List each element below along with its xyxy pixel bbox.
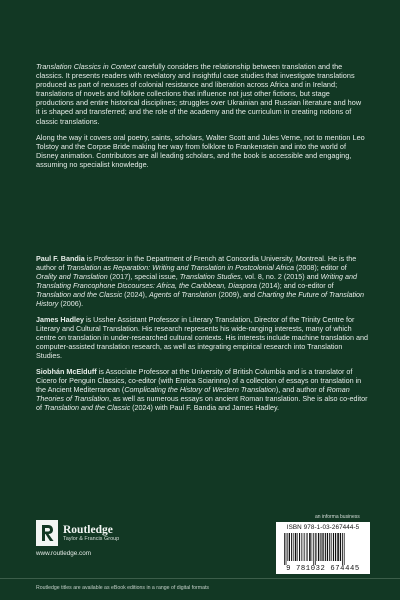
publisher-url[interactable]: www.routledge.com — [36, 550, 91, 557]
barcode-bar — [344, 533, 345, 565]
barcode-bar — [284, 533, 285, 565]
bio-text: is Ussher Assistant Professor in Literary Translation, Director of the Trinity Centre for Literary and Cultural Translation. His research represents his wide-ranging interests, many of which centre on translation in under-researched cultural contexts. His interests include machine translation and computer-assisted translation research, as well as integrating empirical research into Translation Studies. — [36, 315, 369, 360]
barcode-bar — [301, 533, 302, 561]
work-title: Writing and Translating Francophone Discourses: Africa, the Caribbean, Diaspora — [36, 272, 357, 290]
work-title: Charting the Future of Translation History — [36, 290, 365, 308]
author-name: James Hadley — [36, 315, 84, 324]
work-title: Translation as Reparation: Writing and Translation in Postcolonial Africa — [66, 263, 294, 272]
routledge-logo-icon — [36, 520, 58, 546]
bio-text: , vol. 8, no. 2 (2015) and — [240, 272, 321, 281]
isbn-barcode — [276, 522, 370, 574]
author-name: Paul F. Bandia — [36, 254, 85, 263]
publisher-name: Routledge — [63, 523, 113, 536]
barcode-bar — [340, 533, 341, 561]
barcode-bar — [320, 533, 321, 561]
bio-text: (2024), — [122, 290, 149, 299]
footer-divider — [0, 578, 400, 579]
barcode-bar — [317, 533, 318, 561]
work-title: Roman Theories of Translation — [36, 385, 350, 403]
bio-text: is Associate Professor at the University of British Columbia and is a translator of Cicero for Penguin Classics, co-editor (with Enrica Sciarinno) of a collection of essays on translation in the Ancient Mediterranean ( — [36, 367, 362, 394]
publisher-logo — [36, 520, 119, 546]
book-title: Translation Classics in Context — [36, 62, 136, 71]
barcode-bar — [318, 533, 319, 561]
bio-text: (2008); editor of — [293, 263, 347, 272]
author-name: Siobhán McElduff — [36, 367, 97, 376]
barcode-bar — [335, 533, 336, 561]
barcode-bar — [333, 533, 334, 561]
barcode-bar — [331, 533, 332, 561]
barcode-bar — [312, 533, 313, 561]
barcode-bar — [304, 533, 305, 561]
barcode-bar — [337, 533, 339, 561]
barcode-bar — [287, 533, 288, 561]
barcode-bar — [309, 533, 311, 561]
bio-text: (2006). — [58, 299, 84, 308]
barcode-bar — [293, 533, 294, 561]
barcode-bar — [307, 533, 308, 561]
author-bio — [36, 254, 368, 308]
blurb — [36, 62, 366, 176]
bio-text: ), and author of — [275, 385, 327, 394]
blurb-paragraph-1 — [36, 62, 366, 126]
barcode-bar — [291, 533, 292, 561]
work-title: Translation and the Classic — [36, 290, 123, 299]
bio-text: (2014); and co-editor of — [256, 281, 334, 290]
barcode-bar — [299, 533, 300, 561]
barcode-bar — [295, 533, 297, 561]
barcode-bar — [297, 533, 298, 561]
blurb-text-1: carefully considers the relationship between translation and the classics. It presents readers with revelatory and insightful case studies that investigate translations produced as part of nexuses of colonial resistance and liberation across Africa and in Ireland; translations of novels and folklore collections that influence not just other fictions, but stage productions and entire historical disciplines; struggles over Ukrainian and Russian literature and how it is shaped and transferred; and the role of the academy and the curriculum in creating notions of classic translations. — [36, 62, 362, 126]
author-bio — [36, 367, 368, 412]
barcode-bar — [325, 533, 326, 561]
ebook-note: Routledge titles are available as eBook editions in a range of digital formats — [36, 585, 210, 591]
work-title: Agents of Translation — [148, 290, 217, 299]
work-title: Orality and Translation — [36, 272, 108, 281]
bio-text: (2009), and — [216, 290, 258, 299]
work-title: Complicating the History of Western Translation — [124, 385, 276, 394]
bio-text: (2024) with Paul F. Bandia and James Hadley. — [130, 403, 280, 412]
barcode-bar — [303, 533, 304, 561]
bio-text: is Professor in the Department of French at Concordia University, Montreal. He is the author of — [36, 254, 357, 272]
bio-text: , as well as numerous essays on ancient Roman translation. She is also co-editor of — [36, 394, 368, 412]
bio-text: (2017), special issue, — [107, 272, 180, 281]
barcode-bar — [313, 533, 314, 565]
work-title: Translation and the Classic — [44, 403, 131, 412]
publisher-subtitle: Taylor & Francis Group — [63, 535, 120, 542]
barcode-bar — [315, 533, 316, 565]
barcode-bar — [329, 533, 330, 561]
barcode-bar — [289, 533, 290, 561]
barcode-bar — [286, 533, 287, 565]
isbn-label: ISBN 978-1-03-267444-5 — [286, 524, 360, 531]
author-bio — [36, 315, 368, 360]
work-title: Translation Studies — [179, 272, 241, 281]
blurb-paragraph-2: Along the way it covers oral poetry, saints, scholars, Walter Scott and Jules Verne, not to mention Leo Tolstoy and the Corpse Bride making her way from folklore to Frankenstein and into the world of Disney animation. Contributors are all leading scholars, and the book is accessible and engaging, assuming no specialist knowledge. — [36, 132, 365, 169]
barcode-bar — [306, 533, 307, 561]
informa-tagline: an informa business — [315, 514, 360, 520]
barcode-bar — [342, 533, 343, 565]
barcode-bar — [322, 533, 323, 561]
barcode-bars — [283, 533, 363, 565]
barcode-digits: 9 781032 674445 — [286, 565, 360, 573]
author-bios — [36, 254, 368, 419]
barcode-bar — [327, 533, 328, 561]
